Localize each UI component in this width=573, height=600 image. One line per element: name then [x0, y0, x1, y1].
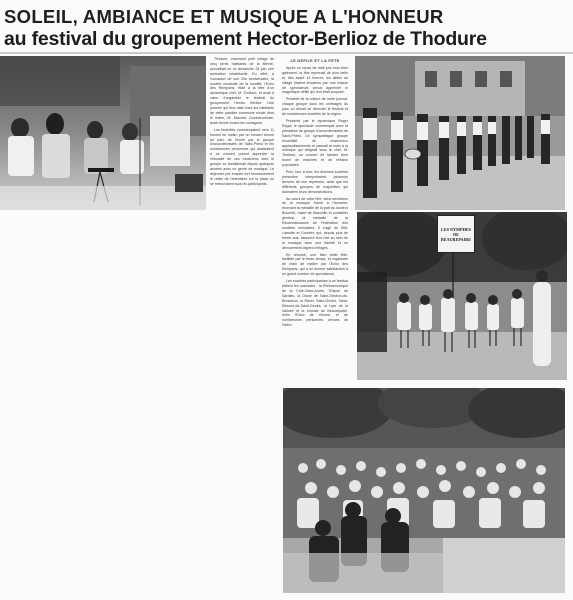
header-rule [0, 52, 573, 54]
article-paragraph: Après un repas de midi pris tous bien gaiement, la fête reprenait de plus belle et, dès avant 14 heures, les allées du village étaient envahies par une masse de spectateurs venus apprécier le magnifique défilé qui leur était proposé. [282, 65, 348, 95]
article-paragraph: Les festivités commençaient vers 11 heures du matin, par un concert donné au parc de l'école par le groupe d'accordéonistes de Saint-Priest et les nombreuses personnes qui assistaient à ce concert purent apprécier la virtuosité de ces musiciens dont le groupe se familiarisait depuis quelques années avec ce genre de musique. Le déjeuner prit ensuite fort heureusement le relais de l'animation sur la place où se retrouvaient tous les participants. [210, 127, 274, 186]
article-paragraph: Les sociétés participantes à ce festival étaient les suivantes : la Philharmonique de la Côte-Saint-André, l'Espoir de Sardieu, la Diane de Saint-Siméon-de-Bressieux, la Ravel, Saint-Geoirs, Saint-Etienne-de-Saint-Geoirs, la Lyre de la Valloire et la chorale de Beaurepaire, enfin l'Echo de Vienne, et de nombreuses personnes venues de l'Isère. [282, 279, 348, 328]
article-paragraph: En résumé, une bien belle fête, facilitée par le beau temps, et organisée de main de maître par l'Echo des Remparts, qui a su donner satisfaction à un grand nombre de spectateurs. [282, 252, 348, 277]
article-subhead: LE DEFILE ET LA FETE [290, 58, 340, 63]
article-column-1 [210, 57, 274, 210]
article-paragraph: Précédé de la voiture de notre journal, chaque groupe sous les ombrages du parc où devait se dérouler le festival et de nombreuses sociétés de la région. [282, 97, 348, 117]
article-paragraph: Thodure, charmant petit village de cinq cents habitants de la Bièvre, accueillait en ce dimanche 25 juin une animation inhabituelle. En effet, à l'occasion de son 20e anniversaire, la société musicale de la localité, l'Echo des Remparts, était a la tête d'un dynamique chef, M. Thollard, et avait à cœur d'organiser le festival du groupement Hector Berlioz. Une journée qui fera date chez les habitants de cette paisible commune rurale dont le maire, M. Maurice Combaruchiale, avait donné toutes les consignes. [210, 57, 274, 125]
banner-sign-text: LES NYMPHES DE BEAUREPAIRE [440, 226, 472, 242]
article-paragraph: Puis, tour à tour, les diverses sociétés présentes interprétaient plusieurs œuvres de leur répertoire, ainsi que les différents groupes de majorettes qui donnaient leurs démonstrations. [282, 170, 348, 194]
photo-musicians [0, 56, 206, 210]
article-column-2 [282, 57, 348, 377]
article-paragraph: Présenté par le dynamique Roger Regol, le spectacle commençait avec la prestation du groupe d'accordéonistes de Saint-Priest. Ce sympathique groupe recueillait de chaleureux applaudissements et passait la main à la musique qui dirigeait sous le chef, M. Thollard, un concert de fanfare bien fourni de marches et de refrains populaires. [282, 118, 348, 168]
headline-line-2: au festival du groupement Hector-Berlioz de Thodure [4, 28, 487, 50]
photo-marching-band [355, 56, 565, 210]
headline-line-1: SOLEIL, AMBIANCE ET MUSIQUE A L'HONNEUR [4, 6, 444, 27]
banner-sign [437, 215, 475, 253]
photo-crowd [283, 388, 565, 593]
article-paragraph: Au cours de cette fête, deux serviteurs de la musique furent à l'honneur, recevant la médaille de la part du docteur Bouchet, maire de Marcollin et conseiller général, la médaille de la Reconnaissance de Fédération des sociétés musicales. Il s'agit de MM. Lamotte et Courrier, qui, depuis plus de trente ans, assurent leur rôle au sein de la musique avec une fidélité et un dévouement dignes d'éloges. [282, 196, 348, 250]
